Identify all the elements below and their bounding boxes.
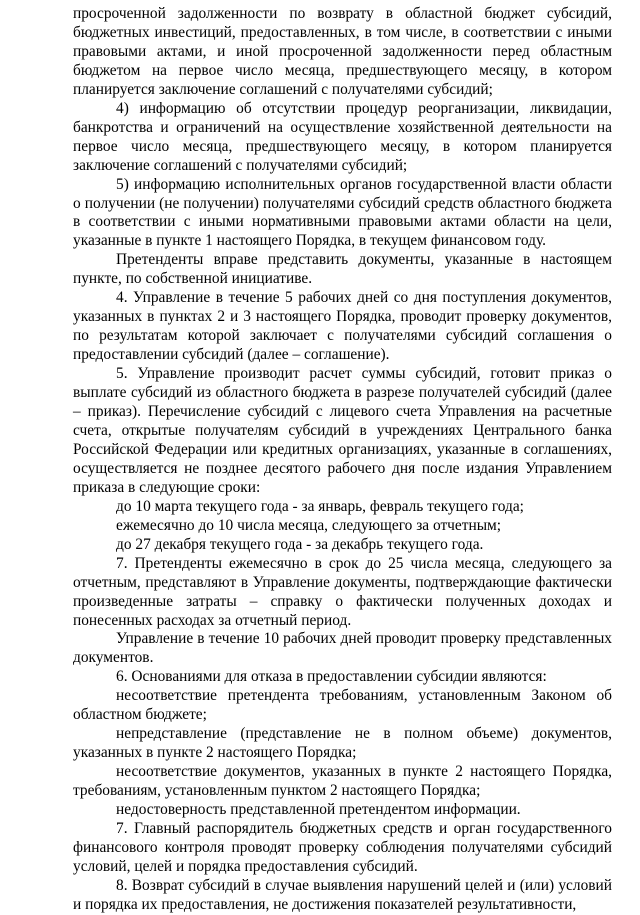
- paragraph-clause-7-reports: 7. Претенденты ежемесячно в срок до 25 числа месяца, следующего за отчетным, представляют в Управление документы, подтверждающие фактически произведенные затраты – справку о фактически полученных доходах и понесенных расходах за отчетный период.: [73, 554, 612, 629]
- paragraph-deadline-march: до 10 марта текущего года - за январь, февраль текущего года;: [116, 497, 524, 515]
- paragraph-clause-5-payment: 5. Управление производит расчет суммы субсидий, готовит приказ о выплате субсидий из областного бюджета в разрезе получателей субсидий (далее – приказ). Перечисление субсидий с лицевого счета Управления на расчетные счета, открытые получателям субсидий в учреждениях Центрального банка Российской Федерации или кредитных организациях, указанные в соглашениях, осуществляется не позднее десятого рабочего дня после издания Управлением приказа в следующие сроки:: [73, 365, 612, 496]
- paragraph-clause-7-control: 7. Главный распорядитель бюджетных средств и орган государственного финансового контроля проводят проверку соблюдения получателями субсидий условий, целей и порядка предоставления субсидий.: [73, 819, 612, 875]
- paragraph-refusal-false-info: недостоверность представленной претендентом информации.: [116, 801, 521, 819]
- paragraph-own-initiative: Претенденты вправе представить документы, указанные в настоящем пункте, по собственной инициативе.: [73, 251, 612, 288]
- paragraph-continued-debt-info: просроченной задолженности по возврату в областной бюджет субсидий, бюджетных инвестиций, предоставленных, в том числе, в соответствии с иными правовыми актами, и иной просроченной задолженности перед областным бюджетом на первое число месяца, предшествующего месяцу, в котором планируется заключение соглашений с получателями субсидий;: [73, 5, 612, 98]
- paragraph-clause-4-review: 4. Управление в течение 5 рабочих дней со дня поступления документов, указанных в пунктах 2 и 3 настоящего Порядка, проводит проверку документов, по результатам которой заключает с получателями субсидий соглашения о предоставлении субсидий (далее – соглашение).: [73, 289, 612, 364]
- paragraph-deadline-monthly: ежемесячно до 10 числа месяца, следующего за отчетным;: [116, 516, 502, 534]
- paragraph-review-10-days: Управление в течение 10 рабочих дней проводит проверку представленных документов.: [73, 630, 612, 667]
- paragraph-refusal-noncompliance: несоответствие претендента требованиям, установленным Законом об областном бюджете;: [73, 687, 612, 724]
- paragraph-item-4-reorganization: 4) информацию об отсутствии процедур реорганизации, ликвидации, банкротства и ограничений на осуществление хозяйственной деятельности на первое число месяца, предшествующего месяцу, в котором планируется заключение соглашений с получателями субсидий;: [73, 99, 612, 174]
- paragraph-refusal-missing-docs: непредставление (представление не в полном объеме) документов, указанных в пункте 2 настоящего Порядка;: [73, 725, 612, 762]
- paragraph-refusal-docs-mismatch: несоответствие документов, указанных в пункте 2 настоящего Порядка, требованиям, установленным пунктом 2 настоящего Порядка;: [73, 763, 612, 800]
- paragraph-item-5-funds-info: 5) информацию исполнительных органов государственной власти области о получении (не получении) получателями субсидий средств областного бюджета в соответствии с иными нормативными правовыми актами области на цели, указанные в пункте 1 настоящего Порядка, в текущем финансовом году.: [73, 175, 612, 250]
- paragraph-clause-8-refund: 8. Возврат субсидий в случае выявления нарушений целей и (или) условий и порядка их предоставления, не достижения показателей результативности,: [73, 876, 612, 913]
- paragraph-deadline-december: до 27 декабря текущего года - за декабрь текущего года.: [116, 535, 484, 553]
- paragraph-clause-6-refusal: 6. Основаниями для отказа в предоставлении субсидии являются:: [116, 668, 547, 686]
